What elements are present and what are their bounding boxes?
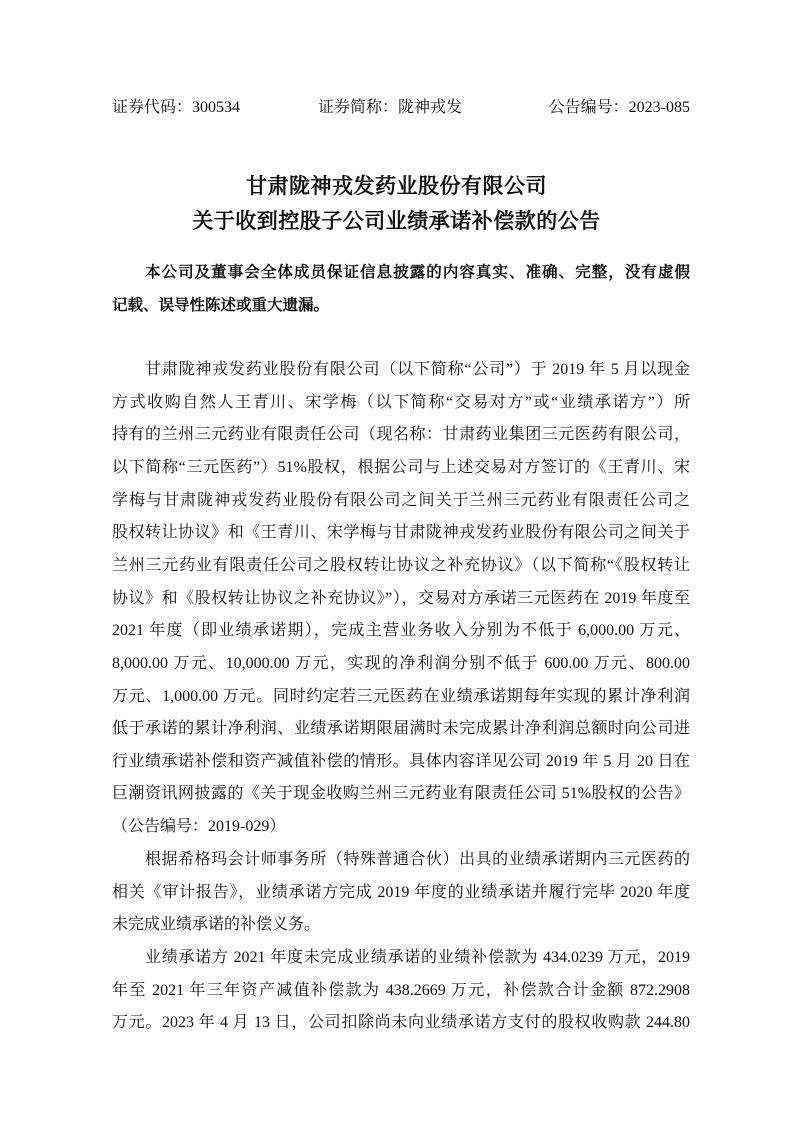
- paragraph-line: 低于承诺的累计净利润、业绩承诺期限届满时未完成累计净利润总额时向公司进: [112, 720, 690, 737]
- paragraph-line: 以下简称“三元医药”）51%股权，根据公司与上述交易对方签订的《王青川、宋: [112, 459, 690, 476]
- paragraph-line: 万元、1,000.00 万元。同时约定若三元医药在业绩承诺期每年实现的累计净利润: [112, 688, 690, 705]
- paragraph-line: 兰州三元药业有限责任公司之股权转让协议之补充协议》（以下简称“《股权转让: [112, 557, 690, 574]
- announcement-title: 关于收到控股子公司业绩承诺补偿款的公告: [192, 209, 601, 233]
- paragraph-line: 协议》和《股权转让协议之补充协议》”），交易对方承诺三元医药在 2019 年度至: [112, 590, 690, 607]
- paragraph-line: 甘肃陇神戎发药业股份有限公司（以下简称“公司”）于 2019 年 5 月以现金: [145, 361, 690, 378]
- paragraph-line: 持有的兰州三元药业有限责任公司（现名称：甘肃药业集团三元医药有限公司，: [112, 426, 690, 443]
- stock-abbreviation: 证券简称：陇神戎发: [318, 99, 463, 116]
- paragraph-line: （公告编号：2019-029）: [112, 818, 286, 835]
- paragraph-line: 8,000.00 万元、10,000.00 万元，实现的净利润分别不低于 600.00 万元、800.00: [112, 655, 690, 672]
- paragraph-line: 相关《审计报告》，业绩承诺方完成 2019 年度的业绩承诺并履行完毕 2020 年度: [112, 884, 690, 901]
- paragraph-line: 业绩承诺方 2021 年度未完成业绩承诺的业绩补偿款为 434.0239 万元，2019: [145, 949, 690, 966]
- paragraph-line: 年至 2021 年三年资产减值补偿款为 438.2669 万元，补偿款合计金额 872.2908: [112, 982, 690, 999]
- company-title: 甘肃陇神戎发药业股份有限公司: [246, 174, 547, 198]
- stock-code: 证券代码：300534: [112, 99, 241, 116]
- paragraph-line: 学梅与甘肃陇神戎发药业股份有限公司之间关于兰州三元药业有限责任公司之: [112, 492, 690, 509]
- paragraph-line: 2021 年度（即业绩承诺期），完成主营业务收入分别为不低于 6,000.00 万元、: [112, 622, 690, 639]
- paragraph-line: 股权转让协议》和《王青川、宋学梅与甘肃陇神戎发药业股份有限公司之间关于: [112, 524, 690, 541]
- document-header: [112, 94, 690, 116]
- paragraph-line: 方式收购自然人王青川、宋学梅（以下简称“交易对方”或“业绩承诺方”）所: [112, 394, 690, 411]
- statement-line: 本公司及董事会全体成员保证信息披露的内容真实、准确、完整，没有虚假: [145, 263, 690, 281]
- paragraph-line: 根据希格玛会计师事务所（特殊普通合伙）出具的业绩承诺期内三元医药的: [145, 851, 690, 868]
- announcement-number: 公告编号：2023-085: [548, 99, 690, 116]
- paragraph-line: 巨潮资讯网披露的《关于现金收购兰州三元药业有限责任公司 51%股权的公告》: [112, 785, 690, 802]
- paragraph-line: 未完成业绩承诺的补偿义务。: [112, 916, 321, 933]
- statement-line: 记载、误导性陈述或重大遗漏。: [112, 296, 330, 314]
- paragraph-line: 万元。2023 年 4 月 13 日，公司扣除尚未向业绩承诺方支付的股权收购款 244.80: [112, 1014, 690, 1031]
- paragraph-line: 行业绩承诺补偿和资产减值补偿的情形。具体内容详见公司 2019 年 5 月 20 日在: [112, 753, 690, 770]
